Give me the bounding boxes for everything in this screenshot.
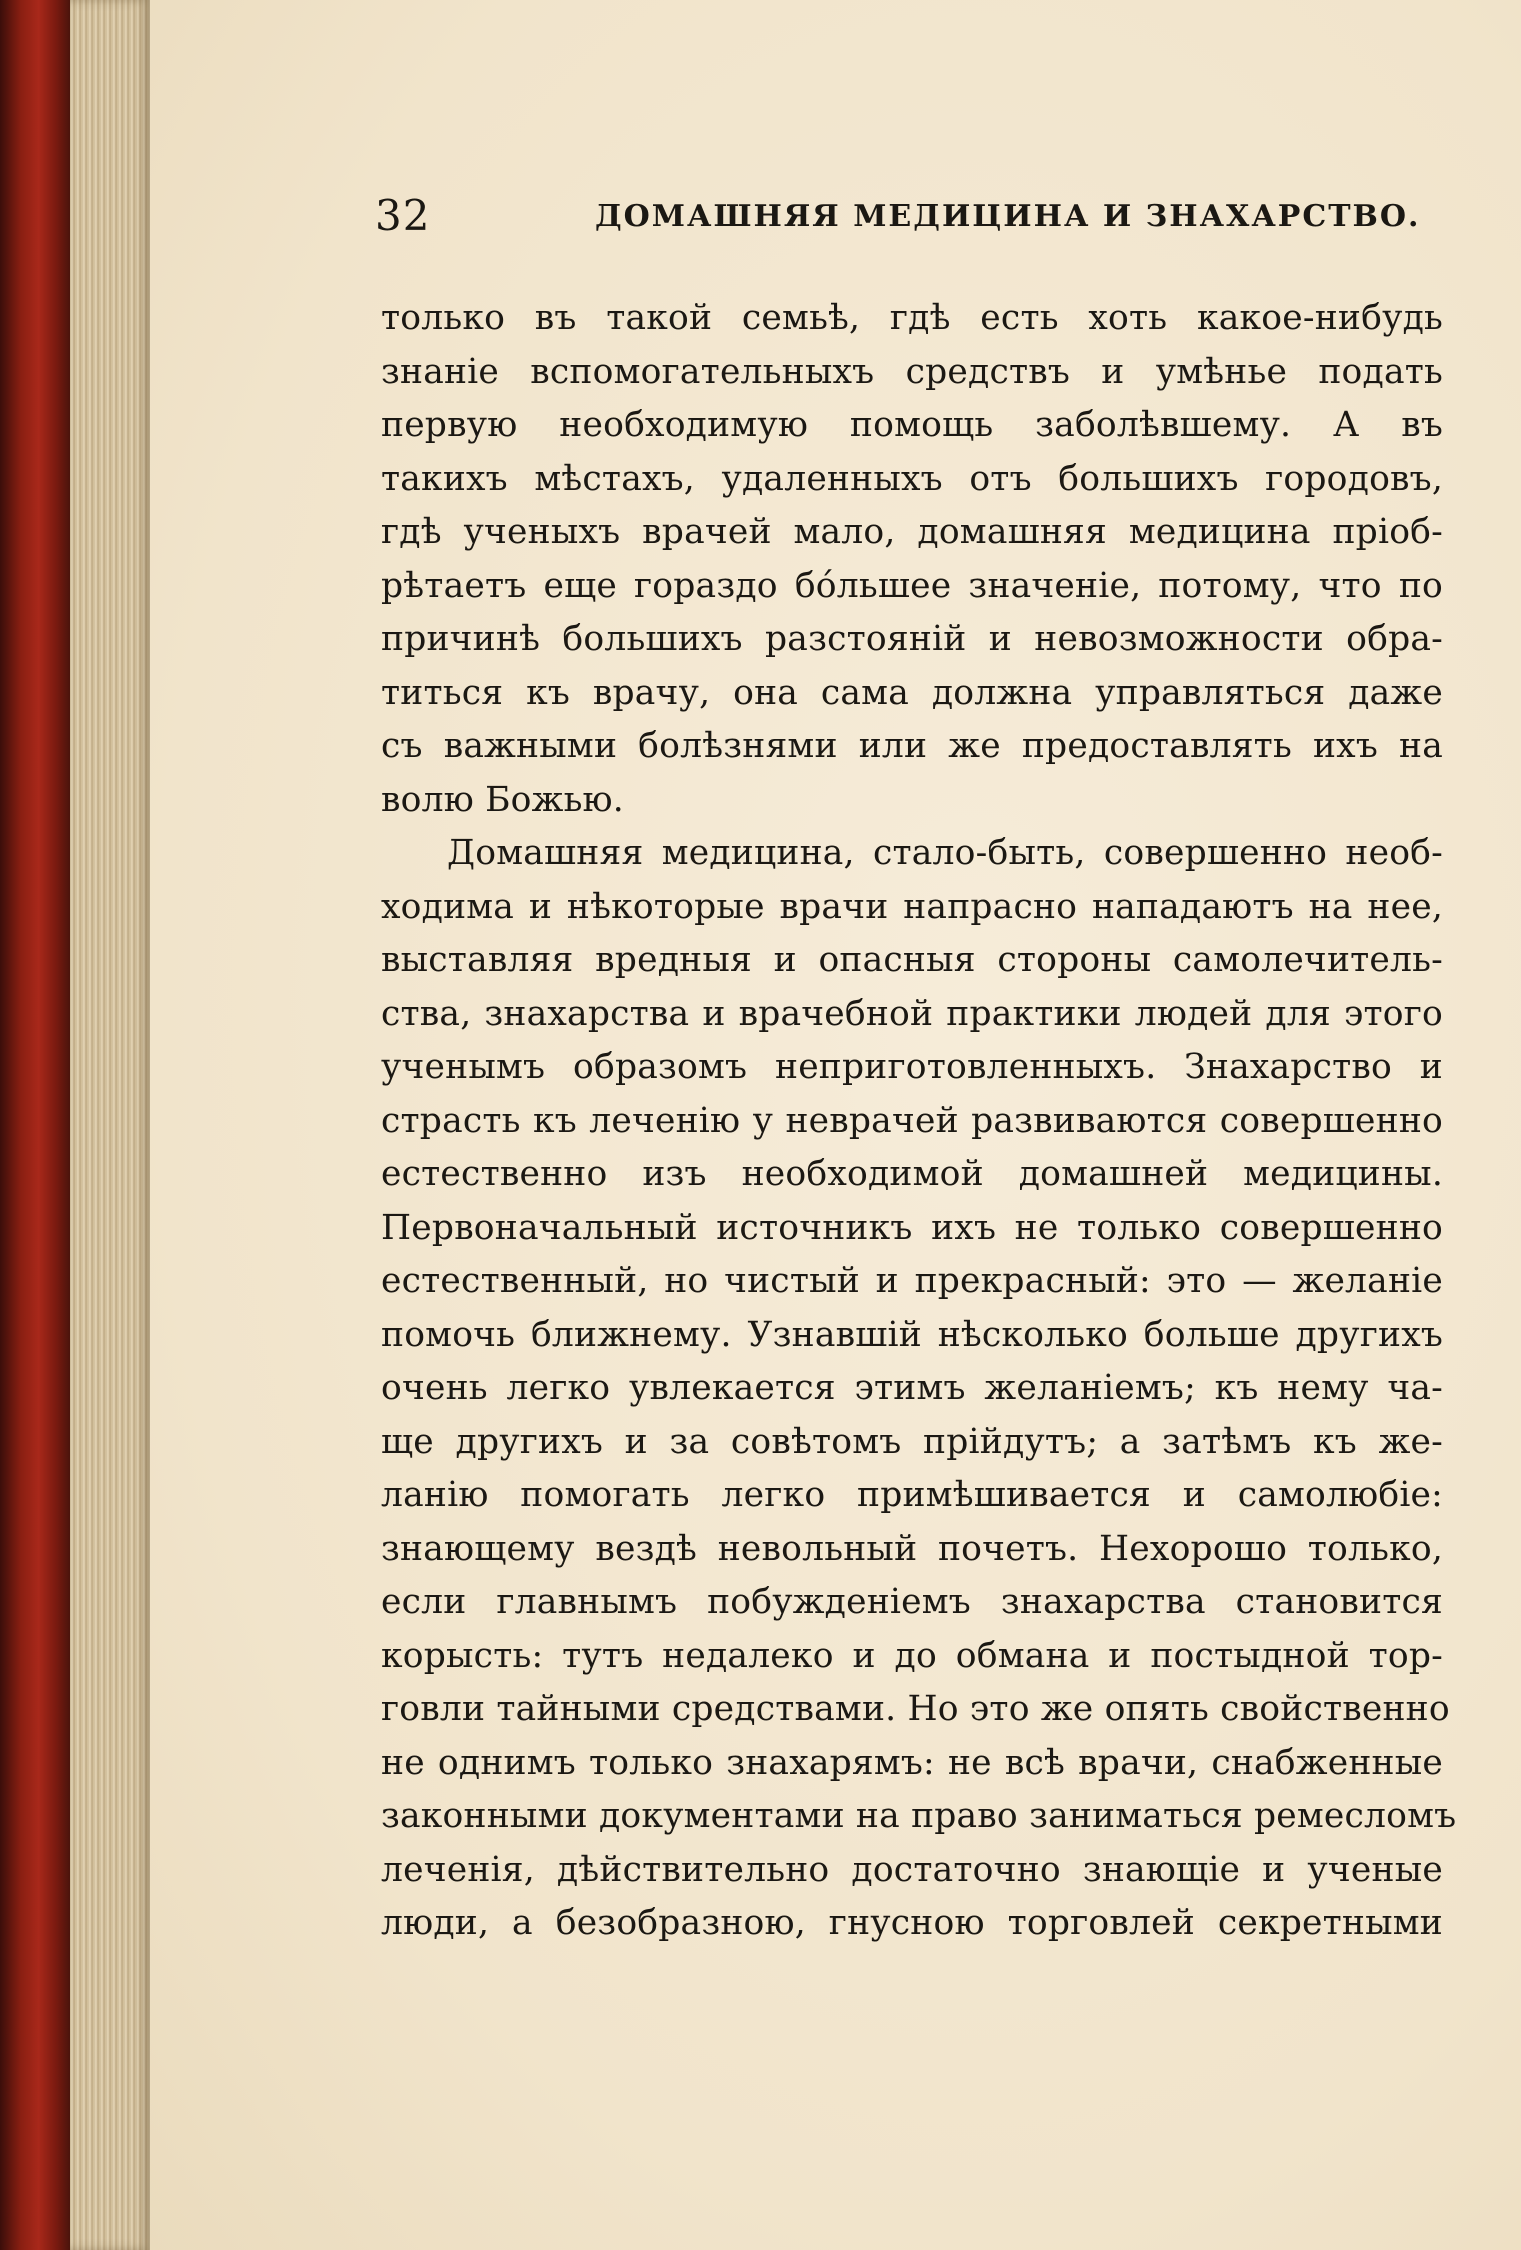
page-edges [70, 0, 150, 2250]
text-line: естественно изъ необходимой домашней медицины. [381, 1154, 1443, 1194]
text-line: ства, знахарства и врачебной практики людей для этого [381, 993, 1443, 1034]
text-line: только въ такой семьѣ, гдѣ есть хоть какое-нибудь [381, 298, 1443, 338]
text-line: такихъ мѣстахъ, удаленныхъ отъ большихъ городовъ, [381, 458, 1443, 499]
text-line: помочь ближнему. Узнавшій нѣсколько больше другихъ [381, 1314, 1443, 1355]
text-line: естественный, но чистый и прекрасный: это — желаніе [381, 1261, 1443, 1301]
page-number: 32 [375, 191, 431, 240]
text-line: говли тайными средствами. Но это же опять свойственно [381, 1689, 1450, 1729]
book-cover-edge [0, 0, 70, 2250]
text-line: съ важными болѣзнями или же предоставлять ихъ на [381, 726, 1443, 766]
text-line: законными документами на право заниматься ремесломъ [381, 1796, 1457, 1836]
paragraph-start-line: Домашняя медицина, стало-быть, совершенно необ- [447, 833, 1443, 873]
text-line: ланію помогать легко примѣшивается и самолюбіе: [381, 1475, 1443, 1515]
text-line: страсть къ леченію у неврачей развиваются совершенно [381, 1100, 1443, 1141]
text-line: ходима и нѣкоторые врачи напрасно нападаютъ на нее, [381, 886, 1443, 927]
text-line: люди, а безобразною, гнусною торговлей секретными [381, 1903, 1443, 1943]
text-line: корысть: тутъ недалеко и до обмана и постыдной тор- [381, 1635, 1443, 1676]
text-line: знающему вездѣ невольный почетъ. Нехорошо только, [381, 1528, 1443, 1569]
text-line: титься къ врачу, она сама должна управляться даже [381, 672, 1443, 713]
text-line: ще другихъ и за совѣтомъ прійдутъ; а затѣмъ къ же- [381, 1421, 1443, 1462]
text-line: если главнымъ побужденіемъ знахарства становится [381, 1582, 1443, 1622]
text-line: очень легко увлекается этимъ желаніемъ; къ нему ча- [381, 1368, 1443, 1408]
paragraph-end-line: волю Божью. [381, 779, 624, 820]
text-line: знаніе вспомогательныхъ средствъ и умѣнье подать [381, 351, 1443, 392]
text-line: ученымъ образомъ неприготовленныхъ. Знахарство и [381, 1047, 1443, 1087]
text-line: причинѣ большихъ разстояній и невозможности обра- [381, 619, 1443, 659]
text-line: гдѣ ученыхъ врачей мало, домашняя медицина пріоб- [381, 512, 1443, 552]
text-line: рѣтаетъ еще гораздо бо́льшее значеніе, потому, что по [381, 565, 1443, 606]
running-title: ДОМАШНЯЯ МЕДИЦИНА И ЗНАХАРСТВО. [595, 199, 1421, 234]
page-header [375, 186, 1445, 246]
text-line: выставляя вредныя и опасныя стороны самолечитель- [381, 940, 1443, 980]
text-line: не однимъ только знахарямъ: не всѣ врачи, снабженные [381, 1742, 1443, 1783]
text-line: леченія, дѣйствительно достаточно знающіе и ученые [381, 1849, 1443, 1890]
text-line: Первоначальный источникъ ихъ не только совершенно [381, 1207, 1443, 1248]
text-line: первую необходимую помощь заболѣвшему. А въ [381, 405, 1443, 445]
body-text [381, 292, 1457, 1951]
